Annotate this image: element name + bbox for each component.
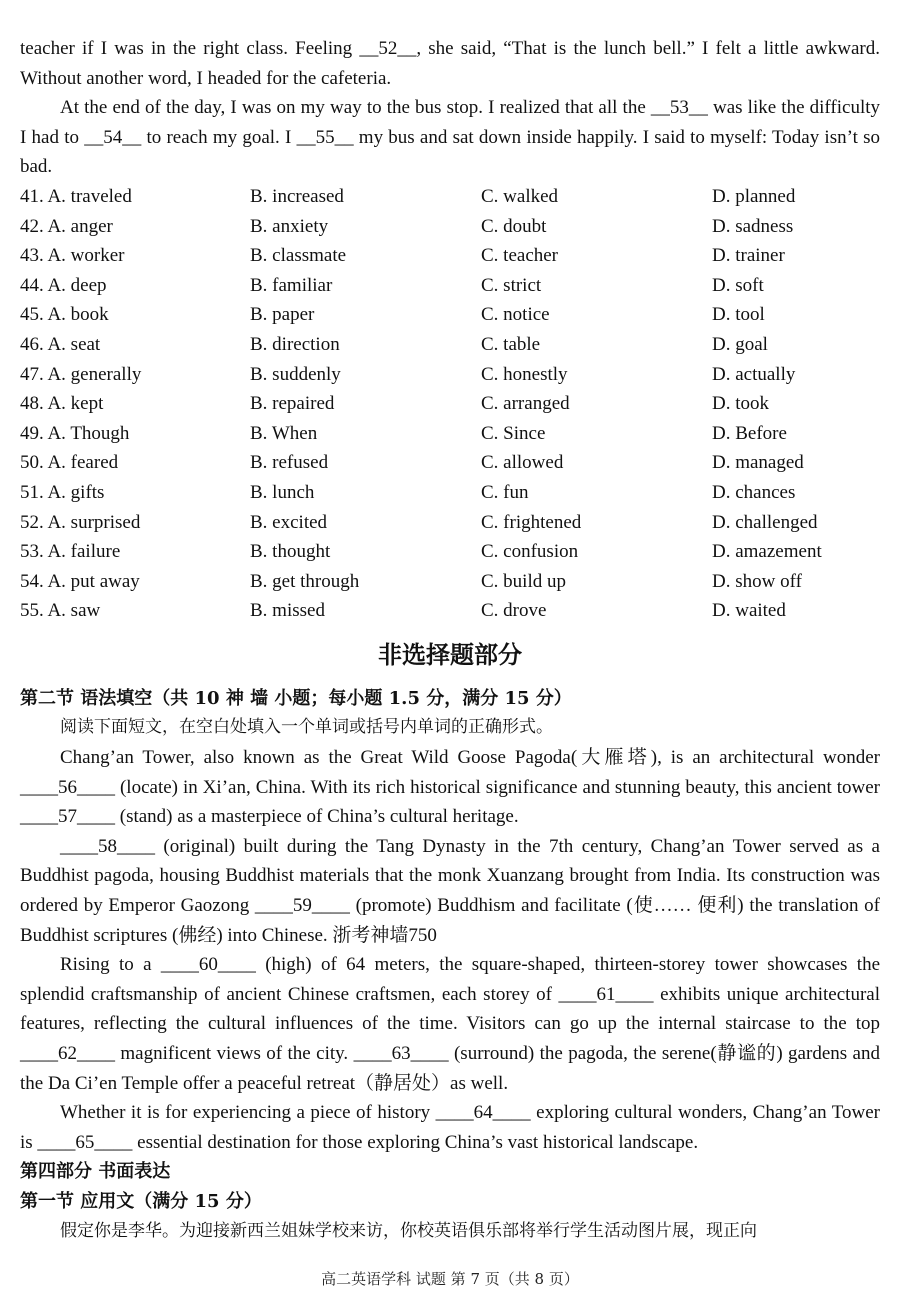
option-c: C. Since [481, 422, 546, 444]
option-c: C. strict [481, 274, 542, 296]
passage-continuation: teacher if I was in the right class. Feeling __52__, she said, “That is the lunch bell.” I felt a little awkward. Without another word, I headed for the cafeteria. [20, 38, 880, 89]
option-a: 41. A. traveled [20, 185, 132, 207]
passage-final-paragraph: At the end of the day, I was on my way to the bus stop. I realized that all the __53__ was like the difficulty I had to __54__ to reach my goal. I __55__ my bus and sat down inside happily. I said to myself: Today isn’t so bad. [20, 97, 880, 178]
option-d: D. goal [712, 333, 768, 355]
option-c: C. build up [481, 570, 566, 592]
option-c: C. table [481, 333, 541, 355]
option-b: B. get through [250, 570, 360, 592]
option-a: 51. A. gifts [20, 481, 105, 503]
option-a: 52. A. surprised [20, 511, 141, 533]
option-row [20, 419, 880, 449]
option-d: D. managed [712, 452, 804, 474]
option-a: 48. A. kept [20, 393, 104, 415]
option-d: D. Before [712, 422, 787, 444]
option-b: B. excited [250, 511, 328, 533]
grammar-paragraph-1: Chang’an Tower, also known as the Great Wild Goose Pagoda(大雁塔), is an architectural wonder ____56____ (locate) in Xi’an, China. With its rich historical significance and stunning beauty, this ancient tower ____57____ (stand) as a masterpiece of China’s cultural heritage. [20, 747, 880, 828]
option-d: D. sadness [712, 215, 794, 237]
section-title: 非选择题部分 [378, 640, 522, 669]
option-c: C. teacher [481, 245, 559, 267]
option-c: C. notice [481, 304, 550, 326]
option-b: B. familiar [250, 274, 333, 296]
option-c: C. fun [481, 481, 529, 503]
option-a: 49. A. Though [20, 422, 130, 444]
grammar-paragraph-3: Rising to a ____60____ (high) of 64 meters, the square-shaped, thirteen-storey tower showcases the splendid craftsmanship of ancient Chinese craftsmen, each storey of ____61____ exhibits unique architectural features, reflecting the cultural influences of the time. Visitors can go up the internal staircase to the top ____62____ magnificent views of the city. ____63____ (surround) the pagoda, the serene(静谧的) gardens and the Da Ci’en Temple offer a peaceful retreat（静居处）as well. [20, 954, 880, 1094]
answer-options [20, 182, 880, 626]
option-b: B. classmate [250, 245, 347, 267]
option-d: D. amazement [712, 541, 822, 563]
option-b: B. direction [250, 333, 340, 355]
grammar-paragraph-2: ____58____ (original) built during the Tang Dynasty in the 7th century, Chang’an Tower served as a Buddhist pagoda, housing Buddhist materials that the monk Xuanzang brought from India. Its construction was ordered by Emperor Gaozong ____59____ (promote) Buddhism and facilitate (使…… 便利) the translation of Buddhist scriptures (佛经) into Chinese. 浙考神墙750 [20, 835, 880, 946]
option-c: C. drove [481, 600, 547, 622]
option-row [20, 508, 880, 538]
option-row [20, 478, 880, 508]
option-d: D. chances [712, 481, 796, 503]
option-c: C. doubt [481, 215, 547, 237]
option-a: 43. A. worker [20, 245, 125, 267]
option-d: D. took [712, 393, 769, 415]
option-a: 50. A. feared [20, 452, 119, 474]
option-b: B. When [250, 422, 318, 444]
option-row [20, 182, 880, 212]
option-d: D. soft [712, 274, 764, 296]
option-d: D. show off [712, 570, 802, 592]
option-d: D. tool [712, 304, 765, 326]
option-d: D. actually [712, 363, 796, 385]
option-b: B. refused [250, 452, 329, 474]
option-a: 44. A. deep [20, 274, 107, 296]
option-row [20, 567, 880, 597]
page-footer: 高二英语学科 试题 第 7 页（共 8 页） [321, 1270, 579, 1288]
option-b: B. suddenly [250, 363, 341, 385]
option-b: B. increased [250, 185, 344, 207]
option-b: B. lunch [250, 481, 315, 503]
option-a: 53. A. failure [20, 541, 121, 563]
option-c: C. arranged [481, 393, 570, 415]
option-c: C. allowed [481, 452, 564, 474]
option-d: D. challenged [712, 511, 818, 533]
option-c: C. honestly [481, 363, 568, 385]
option-row [20, 360, 880, 390]
option-a: 42. A. anger [20, 215, 113, 237]
option-a: 55. A. saw [20, 600, 101, 622]
exam-page [20, 34, 880, 1246]
option-row [20, 448, 880, 478]
option-b: B. anxiety [250, 215, 329, 237]
option-a: 46. A. seat [20, 333, 101, 355]
option-b: B. repaired [250, 393, 335, 415]
option-c: C. confusion [481, 541, 579, 563]
grammar-heading: 第二节 语法填空（共 10 神 墙 小题；每小题 1.5 分，满分 15 分） [20, 687, 572, 709]
option-d: D. trainer [712, 245, 785, 267]
option-c: C. walked [481, 185, 559, 207]
option-a: 45. A. book [20, 304, 109, 326]
option-c: C. frightened [481, 511, 582, 533]
writing-part-heading: 第四部分 书面表达 [20, 1161, 171, 1183]
option-b: B. thought [250, 541, 331, 563]
option-row [20, 300, 880, 330]
option-row [20, 271, 880, 301]
option-row [20, 241, 880, 271]
option-row [20, 537, 880, 567]
option-d: D. planned [712, 185, 796, 207]
writing-section-heading: 第一节 应用文（满分 15 分） [20, 1190, 262, 1212]
grammar-instruction: 阅读下面短文，在空白处填入一个单词或括号内单词的正确形式。 [60, 717, 553, 738]
option-d: D. waited [712, 600, 786, 622]
option-a: 54. A. put away [20, 570, 140, 592]
option-a: 47. A. generally [20, 363, 142, 385]
option-b: B. missed [250, 600, 325, 622]
option-row [20, 389, 880, 419]
option-b: B. paper [250, 304, 315, 326]
option-row [20, 212, 880, 242]
writing-prompt: 假定你是李华。为迎接新西兰姐妹学校来访，你校英语俱乐部将举行学生活动图片展，现正向 [60, 1220, 757, 1241]
grammar-paragraph-4: Whether it is for experiencing a piece of history ____64____ exploring cultural wonders, Chang’an Tower is ____65____ essential destination for those exploring China’s vast historical landscape. [20, 1102, 880, 1153]
option-row [20, 596, 880, 626]
option-row [20, 330, 880, 360]
